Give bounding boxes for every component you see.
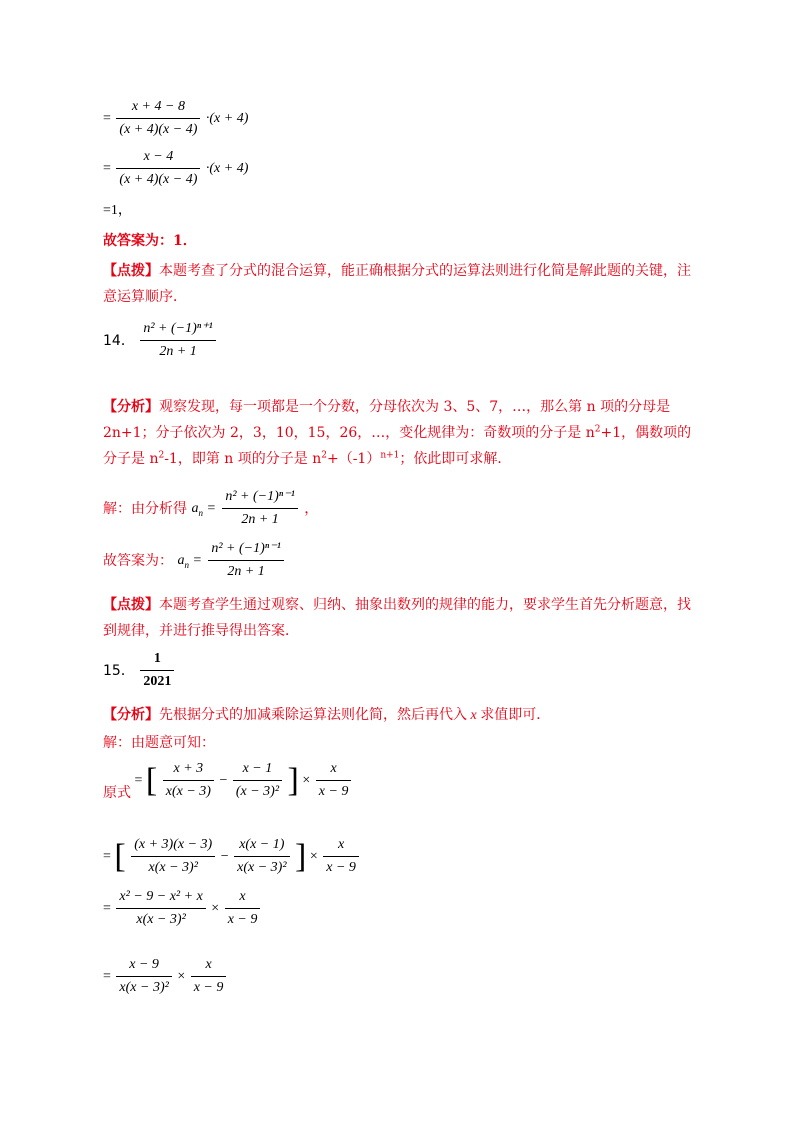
- answer-prefix: 故答案为：: [103, 552, 173, 569]
- right-bracket: ]: [287, 761, 299, 799]
- denominator: x − 9: [326, 860, 356, 875]
- fraction: [116, 888, 205, 929]
- equals-sign: =: [103, 900, 111, 916]
- dianbo-tag: 【点拨】: [103, 597, 159, 613]
- dianbo-text: 本题考查了分式的混合运算，能正确根据分式的运算法则进行化简是解此题的关键，注意运算顺序．: [103, 263, 691, 305]
- sequence-term: [177, 550, 201, 572]
- term-letter: a: [191, 500, 199, 516]
- numerator: n² + (−1)ⁿ⁺¹: [140, 320, 215, 341]
- fraction: [140, 320, 215, 361]
- fraction: [131, 836, 215, 877]
- fenxi-tag: 【分析】: [103, 707, 159, 723]
- times-sign: ×: [302, 772, 311, 788]
- simplify-step-3: [103, 888, 262, 929]
- subscript: n: [184, 559, 189, 570]
- numerator: x − 4: [116, 148, 200, 169]
- equals-sign: =: [103, 110, 111, 126]
- fraction: [163, 760, 214, 801]
- dianbo-14: [103, 592, 703, 644]
- original-expression-label: 原式: [103, 784, 131, 801]
- equals-sign: =: [103, 160, 111, 176]
- times-sign: ×: [309, 848, 318, 864]
- dianbo-13: [103, 258, 703, 310]
- superscript: 2: [158, 450, 165, 461]
- factor: ·(x + 4): [205, 110, 249, 126]
- dianbo-tag: 【点拨】: [103, 263, 159, 279]
- fraction: [222, 488, 297, 529]
- fraction: [234, 836, 289, 877]
- variable-x: x: [467, 708, 481, 723]
- question-number: 14．: [103, 332, 135, 349]
- fenxi-text: 求值即可．: [480, 707, 551, 723]
- derivation-line-2: [103, 148, 248, 189]
- solution-14: [103, 488, 318, 529]
- numerator: (x + 3)(x − 3): [131, 836, 215, 857]
- fenxi-14: [103, 394, 703, 472]
- minus-sign: −: [220, 848, 229, 864]
- derivation-line-3: [103, 200, 132, 222]
- solution-prefix: 解：由分析得: [103, 500, 187, 517]
- fraction: [208, 540, 283, 581]
- question-14: [103, 320, 218, 361]
- numerator: x: [316, 760, 352, 781]
- numerator: x: [225, 888, 261, 909]
- numerator: x: [323, 836, 359, 857]
- equals-sign: =: [103, 848, 111, 864]
- punctuation: ，: [304, 500, 319, 517]
- simplify-step-4: [103, 956, 228, 997]
- denominator: x − 9: [193, 980, 224, 995]
- numerator: n² + (−1)ⁿ⁻¹: [208, 540, 283, 561]
- subscript: n: [198, 507, 203, 518]
- answer-14: [103, 540, 286, 581]
- fenxi-15: [103, 704, 550, 727]
- equals-sign: =: [202, 500, 216, 516]
- equals-sign: =: [188, 552, 202, 568]
- numerator: x − 1: [233, 760, 282, 781]
- question-number: 15．: [103, 662, 135, 679]
- denominator: (x + 4)(x − 4): [119, 122, 198, 137]
- result-text: =1，: [103, 203, 132, 218]
- denominator: 2n + 1: [241, 512, 279, 527]
- fraction: [116, 148, 200, 189]
- denominator: x − 9: [227, 912, 258, 927]
- fraction: [225, 888, 261, 929]
- fraction: [116, 956, 171, 997]
- denominator: 2n + 1: [227, 564, 265, 579]
- answer-text: 故答案为：1．: [103, 233, 197, 249]
- minus-sign: −: [219, 772, 228, 788]
- superscript: 2: [594, 424, 601, 435]
- times-sign: ×: [177, 968, 186, 984]
- fraction: [316, 760, 352, 801]
- denominator: x − 9: [318, 784, 349, 799]
- denominator: (x − 3)²: [235, 784, 280, 799]
- simplify-step-1: [103, 760, 353, 801]
- fraction: [140, 650, 174, 691]
- answer-13: [103, 230, 197, 252]
- fenxi-text: -1，即第 n 项的分子是 n: [164, 451, 322, 467]
- derivation-line-1: [103, 98, 248, 139]
- numerator: x + 4 − 8: [116, 98, 200, 119]
- factor: ·(x + 4): [205, 160, 249, 176]
- sequence-term: [191, 498, 215, 520]
- left-bracket: [: [114, 837, 126, 875]
- numerator: x² − 9 − x² + x: [116, 888, 205, 909]
- fenxi-text: +（-1）: [326, 451, 381, 467]
- superscript: 2: [321, 450, 327, 461]
- term-letter: a: [177, 552, 185, 568]
- denominator: x(x − 3)²: [119, 980, 169, 995]
- numerator: x(x − 1): [234, 836, 289, 857]
- denominator: 2021: [143, 674, 172, 689]
- fraction: [191, 956, 227, 997]
- times-sign: ×: [211, 900, 220, 916]
- equals-sign: =: [103, 968, 111, 984]
- left-bracket: [: [145, 761, 158, 799]
- numerator: x: [191, 956, 227, 977]
- simplify-step-2: [103, 836, 361, 877]
- right-bracket: ]: [295, 837, 307, 875]
- numerator: n² + (−1)ⁿ⁻¹: [222, 488, 297, 509]
- denominator: x(x − 3)²: [148, 860, 198, 875]
- fenxi-text: +1，偶数项的分子是 n: [103, 425, 692, 467]
- superscript: n+1: [380, 450, 400, 461]
- fraction: [116, 98, 200, 139]
- fenxi-text: 先根据分式的加减乘除运算法则化简，然后再代入: [159, 707, 467, 723]
- denominator: x(x − 3): [165, 784, 211, 799]
- fenxi-tag: 【分析】: [103, 399, 159, 415]
- solution-prefix: 解：由题意可知：: [103, 735, 215, 751]
- fraction: [323, 836, 359, 877]
- dianbo-text: 本题考查学生通过观察、归纳、抽象出数列的规律的能力，要求学生首先分析题意，找到规律，并进行推导得出答案．: [103, 597, 691, 639]
- fenxi-text: 观察发现，每一项都是一个分数，分母依次为 3、5、7，…，那么第 n 项的分母是 2n+1；分子依次为 2，3，10，15，26，…，变化规律为：奇数项的分子是 n: [103, 399, 671, 441]
- fraction: [233, 760, 282, 801]
- numerator: x − 9: [116, 956, 171, 977]
- solution-15: [103, 732, 215, 754]
- denominator: 2n + 1: [159, 344, 197, 359]
- equals-sign: =: [134, 772, 143, 788]
- denominator: x(x − 3)²: [136, 912, 186, 927]
- numerator: x + 3: [163, 760, 214, 781]
- denominator: x(x − 3)²: [237, 860, 287, 875]
- fenxi-text: ；依此即可求解．: [399, 451, 512, 467]
- denominator: (x + 4)(x − 4): [119, 172, 198, 187]
- numerator: 1: [140, 650, 174, 671]
- question-15: [103, 650, 176, 691]
